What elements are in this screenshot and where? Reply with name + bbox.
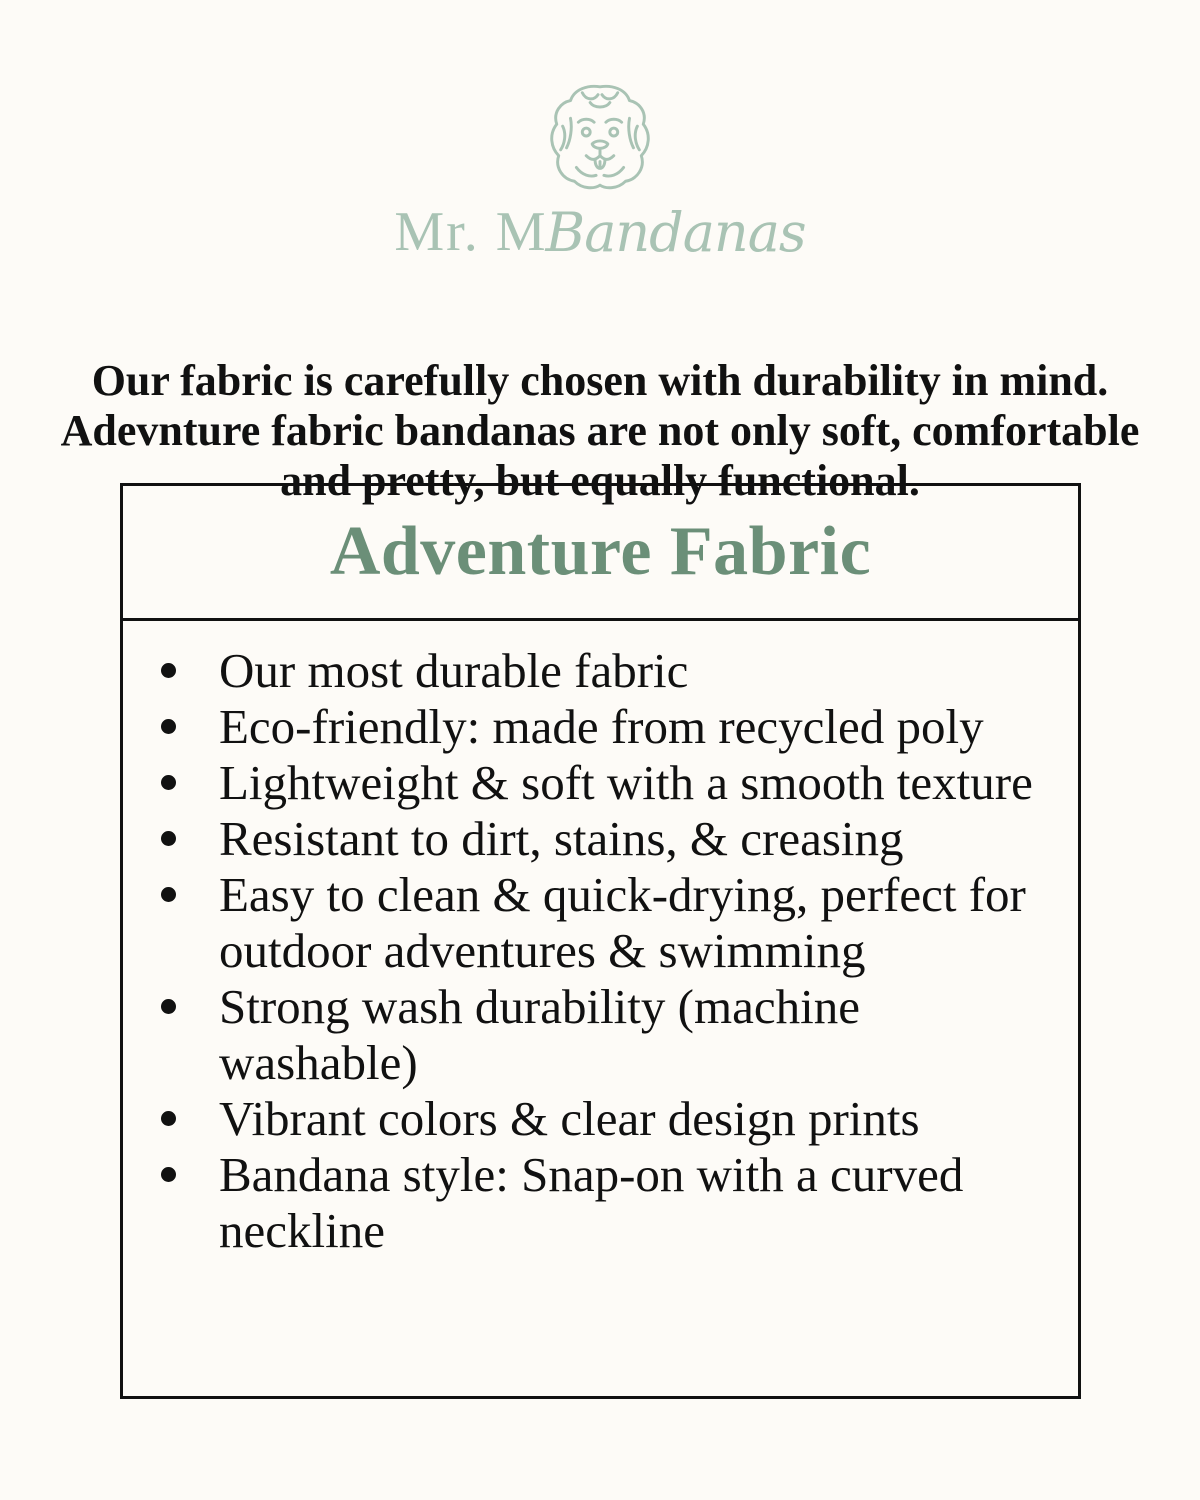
- brand-logo: [0, 78, 1200, 194]
- feature-item: [123, 699, 1078, 755]
- feature-item: [123, 1147, 1078, 1259]
- bullet-icon: [161, 719, 176, 734]
- feature-text: Strong wash durability (machine washable): [219, 979, 860, 1090]
- feature-item: [123, 643, 1078, 699]
- bullet-icon: [161, 887, 176, 902]
- feature-text: Vibrant colors & clear design prints: [219, 1091, 920, 1146]
- bullet-icon: [161, 1111, 176, 1126]
- fabric-card-title: Adventure Fabric: [329, 513, 872, 590]
- brand-wordmark: [0, 200, 1200, 264]
- dog-face-icon: [541, 78, 659, 194]
- brand-name-main: Mr. M: [394, 201, 548, 263]
- feature-text: Eco-friendly: made from recycled poly: [219, 699, 984, 754]
- feature-text: Bandana style: Snap-on with a curved neckline: [219, 1147, 964, 1258]
- feature-text: Easy to clean & quick-drying, perfect for outdoor adventures & swimming: [219, 867, 1026, 978]
- feature-text: Our most durable fabric: [219, 643, 689, 698]
- feature-item: [123, 811, 1078, 867]
- feature-text: Lightweight & soft with a smooth texture: [219, 755, 1033, 810]
- feature-item: [123, 755, 1078, 811]
- bullet-icon: [161, 831, 176, 846]
- fabric-card: [120, 483, 1081, 1399]
- brand-name-script: Bandanas: [545, 200, 806, 264]
- fabric-card-header: [123, 486, 1078, 621]
- feature-list: [123, 621, 1078, 1259]
- bullet-icon: [161, 775, 176, 790]
- feature-item: [123, 979, 1078, 1091]
- bullet-icon: [161, 663, 176, 678]
- feature-text: Resistant to dirt, stains, & creasing: [219, 811, 904, 866]
- bullet-icon: [161, 1167, 176, 1182]
- bullet-icon: [161, 999, 176, 1014]
- feature-item: [123, 1091, 1078, 1147]
- intro-paragraph: Our fabric is carefully chosen with durability in mind. Adevnture fabric bandanas are not only soft, comfortable and pretty, but equally functional.: [60, 356, 1140, 505]
- feature-item: [123, 867, 1078, 979]
